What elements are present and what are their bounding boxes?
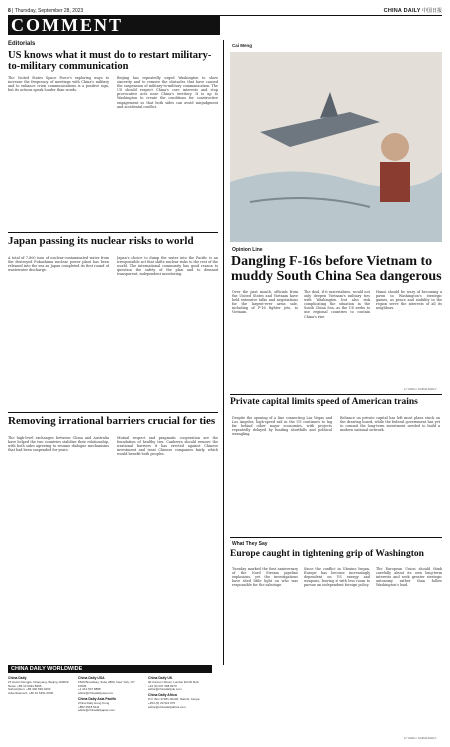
opinion-credit: LI YANG / CHINA DAILY <box>404 387 437 391</box>
business-headline: Private capital limits speed of American trains <box>230 397 418 407</box>
cartoon-byline: Cai Meng <box>232 43 253 48</box>
footer-col-2: China Daily USA 1500 Broadway, Suite 2800, New York, NY 10036 +1 212 537 8888 editor@chinadailyusa.com China Daily Asia Pacific China Daily Hong Kong +852 2518 5111 editor@chinadailyapac.com <box>78 676 135 713</box>
column-divider <box>223 40 224 665</box>
what-they-say-body-col1: Tuesday marked the first anniversary of the Nord Stream pipeline explosions, yet the investigations have shed little light on who was responsible for the sabotage. <box>232 567 298 588</box>
section-banner: COMMENT <box>8 16 220 35</box>
opinion-body-col2: The deal, if it materializes, would not only deepen Vietnam's military ties with Washington but also risk complicating the situation in the South China Sea, as the US seeks to use regional countries to contain China's rise. <box>304 290 370 319</box>
page-header <box>8 6 442 15</box>
opinion-body-col3: Hanoi should be wary of becoming a pawn in Washington's strategic games, as peace and stability in the region serve the interests of all its neighbors. <box>376 290 442 311</box>
what-they-say-kicker: What They Say <box>232 541 268 547</box>
opinion-body-col1: Over the past month, officials from the United States and Vietnam have held extensive talks and negotiations for the largest-ever arms sale, including of F-16 fighter jets, to Vietnam. <box>232 290 298 315</box>
divider <box>8 412 218 413</box>
opinion-headline: Dangling F-16s before Vietnam to muddy South China Sea dangerous <box>231 254 442 284</box>
divider <box>230 537 442 538</box>
editorial-japan-body-col1: A total of 7,800 tons of nuclear-contaminated water from the destroyed Fukushima nuclear power plant has been released into the sea as Japan completed its first round of wastewater discharge. <box>8 256 109 273</box>
footer-col-1: China Daily 15 Huixin Dongjie, Chaoyang, Beijing 100029 News: +86 10 6491 8366 Subscription: +86 400 699 0203 Advertisement: +86 10 6491 0000 <box>8 676 69 696</box>
business-body-col1: Despite the opening of a line connecting Las Vegas and Los Angeles, high-speed rail in the US continues to lag far behind other major economies, with projects repeatedly delayed by funding shortfalls and political wrangling. <box>232 416 332 437</box>
opinion-kicker: Opinion Line <box>232 247 263 253</box>
what-they-say-credit: LI YANG / CHINA DAILY <box>404 736 437 740</box>
divider <box>8 232 218 233</box>
editorial-barriers-body-col1: The high-level exchanges between China and Australia have helped the two countries stabilize their relationship, with both sides agreeing to resume dialogue mechanisms that had been suspended for years. <box>8 436 109 453</box>
editorial-barriers-headline: Removing irrational barriers crucial for ties <box>8 415 216 427</box>
opinion-cartoon <box>230 52 442 242</box>
divider <box>230 394 442 395</box>
editorials-kicker: Editorials <box>8 41 36 47</box>
what-they-say-body-col3: The European Union should think carefully about its own long-term interests and seek greater strategic autonomy rather than follow Washington's lead. <box>376 567 442 588</box>
editorial-barriers-body-col2: Mutual respect and pragmatic cooperation are the foundation of healthy ties. Canberra should remove the irrational barriers it has erected against Chinese investment and treat Chinese companies fairly, which would benefit both peoples. <box>117 436 218 457</box>
footer-col-3: China Daily UK 90 Cannon Street, London EC4N 6HA +44 (0) 207 398 8270 editor@chinadailyuk.com China Daily Africa P.O. Box 27281-00100, Nairobi, Kenya +254 (0) 20 522 675 editor@chinadailyafrica.com <box>148 676 200 709</box>
masthead-small: CHINA DAILY 中国日报 <box>383 8 442 14</box>
editorial-lead-body-col2: Beijing has repeatedly urged Washington to show sincerity and to remove the obstacles that have caused the suspension of military-to-military communication. The US should respect China's core interests and stop provocative acts near China's territory. It is up to Washington to create the conditions for constructive engagement so that both sides can avoid misjudgment and accidental conflict. <box>117 76 218 109</box>
page-number: 8 | Thursday, September 28, 2023 <box>8 7 84 14</box>
editorial-lead-body-col1: The United States Space Force's exploring ways to increase the frequency of meetings with China's military and to enhance crisis communications is a positive sign, but its actions speak louder than words. <box>8 76 109 93</box>
footer-bar: CHINA DAILY WORLDWIDE <box>8 665 212 673</box>
editorial-japan-body-col2: Japan's choice to dump the water into the Pacific is an irresponsible act that shifts nuclear risks to the rest of the world. The international community has good reason to question the safety of the plan and to demand transparent, independent monitoring. <box>117 256 218 277</box>
editorial-japan-headline: Japan passing its nuclear risks to world <box>8 235 194 247</box>
editorial-lead-headline: US knows what it must do to restart military-to-military communication <box>8 50 212 73</box>
what-they-say-headline: Europe caught in tightening grip of Washington <box>230 549 424 559</box>
what-they-say-body-col2: Since the conflict in Ukraine began, Europe has become increasingly dependent on US energy and weapons, leaving it with less room to pursue an independent foreign policy. <box>304 567 370 588</box>
cartoon-illustration <box>230 52 442 242</box>
business-body-col2: Reliance on private capital has left most plans stuck on the drawing board, while the federal government has yet to commit the long-term investment needed to build a modern national network. <box>340 416 440 433</box>
